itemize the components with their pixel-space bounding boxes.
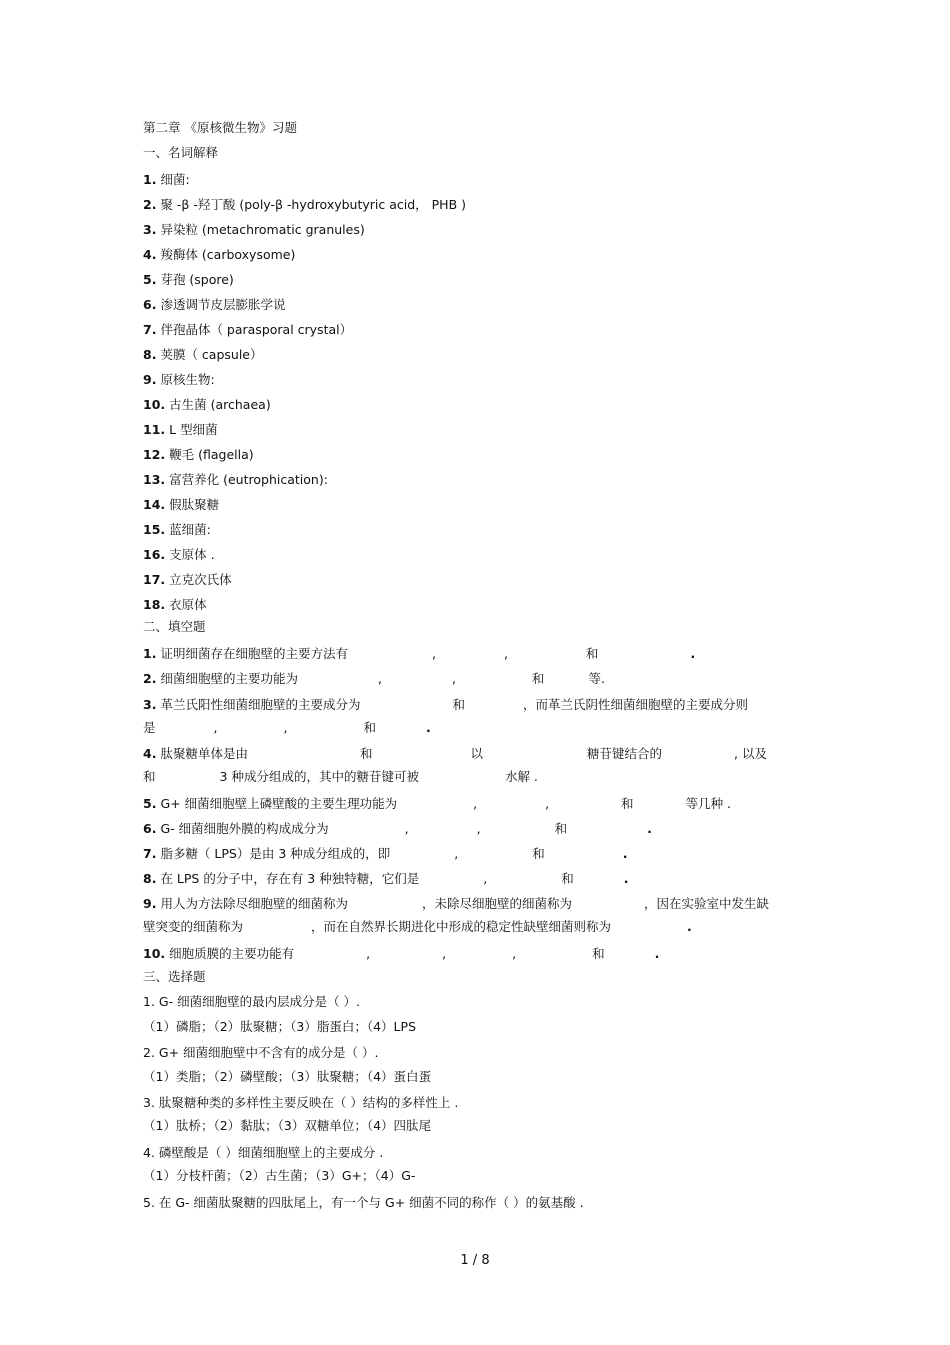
term-item: 16. 支原体 . (143, 547, 215, 562)
term-item: 5. 芽孢 (spore) (143, 272, 234, 287)
term-item: 7. 伴孢晶体（ parasporal crystal） (143, 322, 353, 337)
fill-question: 9. 用人为方法除尽细胞壁的细菌称为 ，未除尽细胞壁的细菌称为 ，因在实验室中发生缺 (143, 896, 769, 911)
term-item: 10. 古生菌 (archaea) (143, 397, 271, 412)
term-item: 6. 渗透调节皮层膨胀学说 (143, 297, 286, 312)
term-item: 14. 假肽聚糖 (143, 497, 220, 512)
term-item: 12. 鞭毛 (flagella) (143, 447, 254, 462)
term-item: 3. 异染粒 (metachromatic granules) (143, 222, 365, 237)
term-item: 8. 荚膜（ capsule） (143, 347, 263, 362)
fill-question: 3. 革兰氏阳性细菌细胞壁的主要成分为 和 ，而革兰氏阴性细菌细胞壁的主要成分则 (143, 697, 748, 712)
fill-question-cont: 壁突变的细菌称为 ，而在自然界长期进化中形成的稳定性缺壁细菌则称为 . (143, 919, 692, 934)
term-item: 9. 原核生物: (143, 372, 215, 387)
term-item: 18. 衣原体 (143, 597, 207, 612)
term-item: 4. 羧酶体 (carboxysome) (143, 247, 296, 262)
section-heading-fill: 二、填空题 (143, 619, 206, 634)
choice-question: 1. G- 细菌细胞壁的最内层成分是（ ）. (143, 994, 361, 1009)
term-item: 11. L 型细菌 (143, 422, 218, 437)
term-item: 15. 蓝细菌: (143, 522, 211, 537)
term-item: 1. 细菌: (143, 172, 190, 187)
fill-question: 5. G+ 细菌细胞壁上磷壁酸的主要生理功能为 , , 和 等几种 . (143, 796, 732, 811)
choice-question: 4. 磷壁酸是（ ）细菌细胞壁上的主要成分 . (143, 1145, 384, 1160)
section-heading-terms: 一、名词解释 (143, 145, 219, 160)
fill-question: 1. 证明细菌存在细胞壁的主要方法有 , , 和 . (143, 646, 696, 661)
fill-question: 4. 肽聚糖单体是由 和 以 糖苷键结合的 , 以及 (143, 746, 767, 761)
fill-question: 2. 细菌细胞壁的主要功能为 , , 和 等. (143, 671, 605, 686)
section-heading-choice: 三、选择题 (143, 969, 206, 984)
fill-question: 6. G- 细菌细胞外膜的构成成分为 , , 和 . (143, 821, 652, 836)
choice-options: （1）类脂；（2）磷壁酸；（3）肽聚糖；（4）蛋白蛋 (143, 1069, 432, 1084)
fill-question: 7. 脂多糖（ LPS）是由 3 种成分组成的，即 , 和 . (143, 846, 628, 861)
choice-question: 5. 在 G- 细菌肽聚糖的四肽尾上，有一个与 G+ 细菌不同的称作（ ）的氨基酸 . (143, 1195, 584, 1210)
choice-options: （1）肽桥；（2）黏肽；（3）双糖单位；（4）四肽尾 (143, 1118, 432, 1133)
fill-question-cont: 和 3 种成分组成的，其中的糖苷键可被 水解 . (143, 769, 538, 784)
term-item: 17. 立克次氏体 (143, 572, 232, 587)
fill-question-cont: 是 , , 和 . (143, 720, 431, 735)
choice-options: （1）磷脂；（2）肽聚糖；（3）脂蛋白；（4）LPS (143, 1019, 416, 1034)
term-item: 2. 聚 -β -羟丁酸 (poly-β -hydroxybutyric acid， PHB ) (143, 197, 467, 212)
term-item: 13. 富营养化 (eutrophication): (143, 472, 328, 487)
fill-question: 8. 在 LPS 的分子中，存在有 3 种独特糖，它们是 , 和 . (143, 871, 629, 886)
document-title: 第二章 《原核微生物》习题 (143, 120, 297, 135)
choice-options: （1）分枝杆菌；（2）古生菌；（3）G+；（4）G- (143, 1168, 416, 1183)
page-number: 1 / 8 (460, 1253, 490, 1268)
fill-question: 10. 细胞质膜的主要功能有 , , , 和 . (143, 946, 660, 961)
choice-question: 2. G+ 细菌细胞壁中不含有的成分是（ ）. (143, 1045, 379, 1060)
choice-question: 3. 肽聚糖种类的多样性主要反映在（ ）结构的多样性上 . (143, 1095, 459, 1110)
